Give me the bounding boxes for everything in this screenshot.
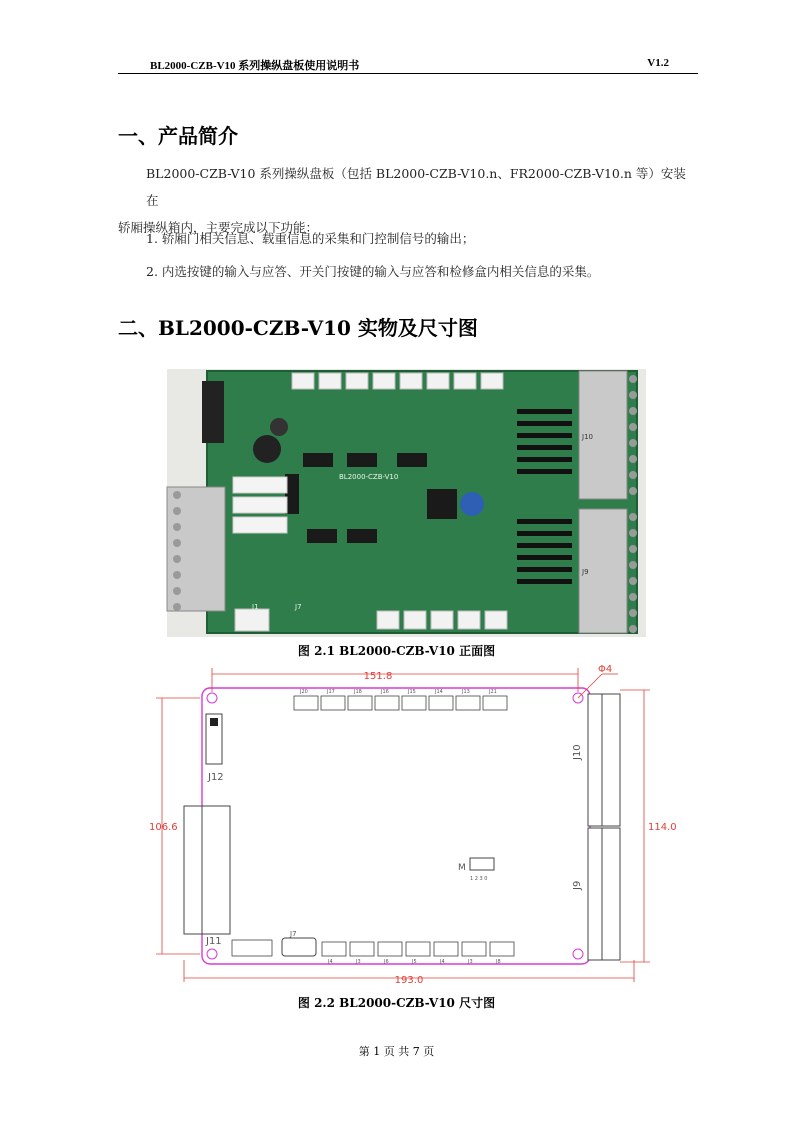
bottom-conn-label-4: J5 [412,959,417,965]
intro-line-1: BL2000-CZB-V10 系列操纵盘板（包括 BL2000-CZB-V10.n、FR2000-CZB-V10.n 等）安装在 [146,166,686,208]
feature-item-1: 1. 轿厢门相关信息、载重信息的采集和门控制信号的输出； [146,231,475,246]
header-version: V1.2 [647,57,669,69]
top-conn-label-7: J13 [462,689,470,695]
section1-heading: 一、产品简介 [118,124,238,148]
j9-label: J9 [572,880,583,890]
header-title: BL2000-CZB-V10 系列操纵盘板使用说明书 [150,60,360,72]
bottom-conn-label-5: J4 [440,959,445,965]
photo-j10-label: J10 [582,433,593,441]
figure2-caption: 图 2.2 BL2000-CZB-V10 尺寸图 [297,996,496,1010]
top-conn-label-2: J17 [327,689,335,695]
m-label: M [458,863,466,873]
section2-heading: 二、BL2000-CZB-V10 实物及尺寸图 [118,316,478,340]
board-photo [167,369,646,637]
bottom-conn-label-6: J3 [468,959,473,965]
bottom-conn-label-1: J4 [328,959,333,965]
j10-label: J10 [572,744,583,760]
m-pins: 1 2 3 0 [470,876,488,882]
top-conn-label-1: J20 [300,689,308,695]
j10-terminal [588,694,620,826]
photo-j9-label: J9 [582,568,589,576]
board-outline [202,688,590,964]
top-conn-label-8: J21 [489,689,497,695]
j7-connector [282,938,316,956]
dimension-drawing-svg [140,660,677,986]
j11-terminal [184,806,230,934]
feature-item-2: 2. 内选按键的输入与应答、开关门按键的输入与应答和检修盒内相关信息的采集。 [146,264,600,279]
top-conn-label-4: J16 [381,689,389,695]
board-photo-image [167,369,646,637]
top-conn-label-6: J14 [435,689,443,695]
bottom-conn-label-7: J8 [496,959,501,965]
photo-j1-label: J1 [252,603,259,611]
top-conn-label-5: J15 [408,689,416,695]
m-header [470,858,494,870]
j11-label: J11 [206,936,222,947]
page-footer: 第 1 页 共 7 页 [358,1045,435,1058]
dimension-drawing [140,660,677,986]
dim-left: 106.6 [149,822,178,833]
bottom-conn-label-2: J3 [356,959,361,965]
bottom-conn-label-3: J6 [384,959,389,965]
dim-hole: Φ4 [598,664,613,675]
intro-line-2: 轿厢操纵箱内，主要完成以下功能： [118,220,319,235]
top-conn-label-3: J18 [354,689,362,695]
header-divider [118,73,698,74]
j7-label: J7 [290,930,297,938]
figure1-caption: 图 2.1 BL2000-CZB-V10 正面图 [297,644,496,658]
photo-j7-label: J7 [295,603,302,611]
j12-label: J12 [208,772,224,783]
board-silk-label: BL2000-CZB-V10 [339,473,399,481]
dim-right: 114.0 [648,822,677,833]
dim-top: 151.8 [363,671,393,682]
j9-terminal [588,828,620,960]
dim-bottom: 193.0 [394,975,424,986]
